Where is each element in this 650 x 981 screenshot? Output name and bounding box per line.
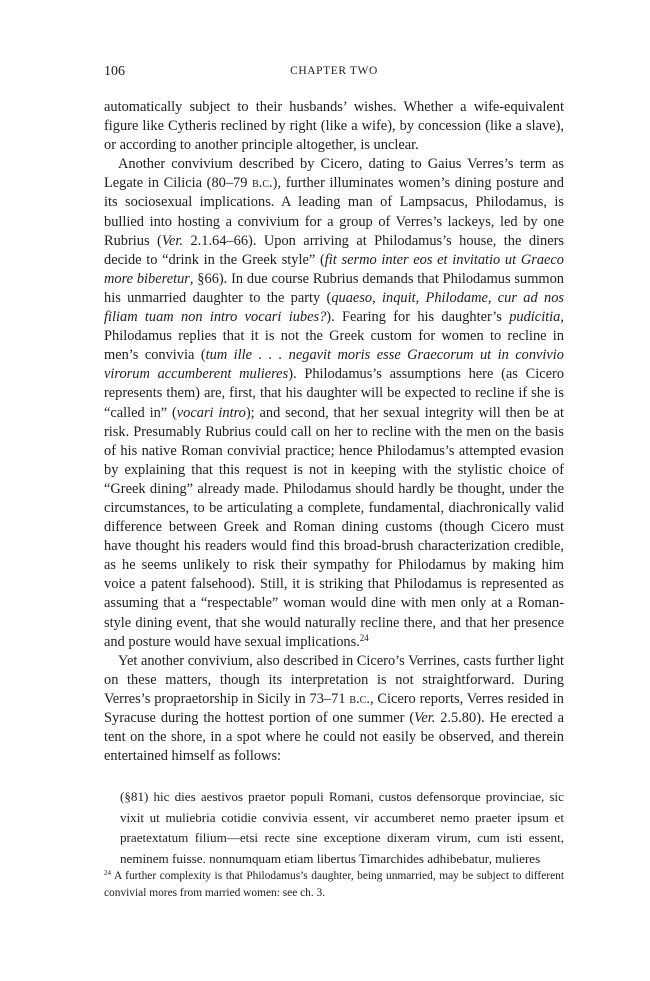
text-span: ). Philodamus’s assumptions here (as Cicero represents them) are, first, that his daughter will be expected to recline if she is “called in” ( — [104, 366, 565, 421]
footnote-reference[interactable]: 24 — [359, 632, 369, 643]
latin-phrase: tum ille . . . negavit moris esse Graecorum ut in convivio virorum accumberent mulieres — [104, 347, 564, 383]
text-span: 2.1.64–66). Upon arriving at Philodamus’s house, the diners decide to “drink in the Greek style” ( — [104, 232, 564, 268]
paragraph-3 — [104, 652, 564, 767]
text-span: , Cicero reports, Verres resided in Syracuse during the hottest portion of one summer ( — [104, 690, 564, 726]
text-span: ); and second, that her sexual integrity will then be at risk. Presumably Rubrius could call on her to recline with the men on the basis of his native Roman convivial practice; hence Philodamus’s attempted evasion by explaining that this request is not in keeping with the stylistic choice of “Greek dining” already made. Philodamus should hardly be thought, under the circumstances, to be articulating a complete, fundamental, diachronically valid difference between Greek and Roman dining customs (though Cicero must have thought his readers would find this broad-brush characterization credible, as he seems unlikely to risk their sympathy for Philodamus by making him voice a patent falsehood). Still, it is striking that Philodamus is represented as assuming that a “respectable” woman would dine with men only at a Roman-style dining event, that she would naturally recline there, and that her presence and posture would have sexual implications. — [104, 404, 564, 650]
text-span: , §66). In due course Rubrius demands that Philodamus summon his unmarried daughter to the party ( — [104, 270, 564, 306]
text-span: 2.5.80). He erected a tent on the shore, in a spot where he could not easily be observed, and therein entertained himself as follows: — [104, 710, 564, 765]
page-header — [104, 64, 564, 84]
text-span: Another convivium described by Cicero, dating to Gaius Verres’s term as Legate in Cilicia (80–79 — [104, 156, 564, 192]
latin-word: pudicitia — [509, 309, 561, 326]
footnote-number: 24 — [104, 869, 112, 878]
paragraph-2 — [104, 155, 564, 651]
paragraph-1: automatically subject to their husbands’ wishes. Whether a wife-equivalent figure like Cytheris reclined by right (like a wife), by concession (like a slave), or according to another principle altogether, is unclear. — [104, 99, 564, 154]
era-abbreviation: b.c. — [349, 690, 370, 707]
block-quote — [120, 787, 564, 869]
era-abbreviation: b.c. — [252, 175, 273, 192]
latin-phrase: quaeso, inquit, Philodame, cur ad nos filiam tuam non intro vocari iubes? — [104, 289, 565, 326]
text-span: , Philodamus replies that it is not the Greek custom for women to recline in men’s convivia ( — [104, 309, 564, 364]
text-span: Yet another convivium, also described in Cicero’s Verrines, casts further light on these matters, though its interpretation is not straightforward. During Verres’s propraetorship in Sicily in 73–71 — [104, 652, 564, 707]
footnote — [104, 868, 564, 902]
text-span: ), further illuminates women’s dining posture and its sociosexual implications. A leading man of Lampsacus, Philodamus, is bullied into hosting a convivium for a group of Verres’s lackeys, led by one Rubrius ( — [104, 175, 564, 249]
block-quote-text: (§81) hic dies aestivos praetor populi Romani, custos defensorque provinciae, sic vixit ut muliebria cotidie convivia essent, vir accumberet nemo praeter ipsum et praetextatum filium—etsi recte sine exceptione dixeram virum, cum isti essent, neminem fuisse. nonnumquam etiam libertus Timarchides adhibebatur, mulieres — [120, 789, 564, 866]
footnote-text — [104, 868, 564, 902]
running-head: CHAPTER TWO — [290, 65, 378, 77]
main-text — [104, 98, 564, 766]
latin-phrase: fit sermo inter eos et invitatio ut Graeco more biberetur — [104, 251, 564, 287]
text-span: ). Fearing for his daughter’s — [326, 309, 510, 326]
page-number: 106 — [104, 64, 125, 79]
footnote-body: A further complexity is that Philodamus’s daughter, being unmarried, may be subject to different convivial mores from married women: see ch. 3. — [104, 870, 564, 899]
citation-abbreviation: Ver. — [161, 232, 184, 249]
citation-abbreviation: Ver. — [414, 710, 436, 726]
latin-phrase: vocari intro — [176, 404, 246, 421]
